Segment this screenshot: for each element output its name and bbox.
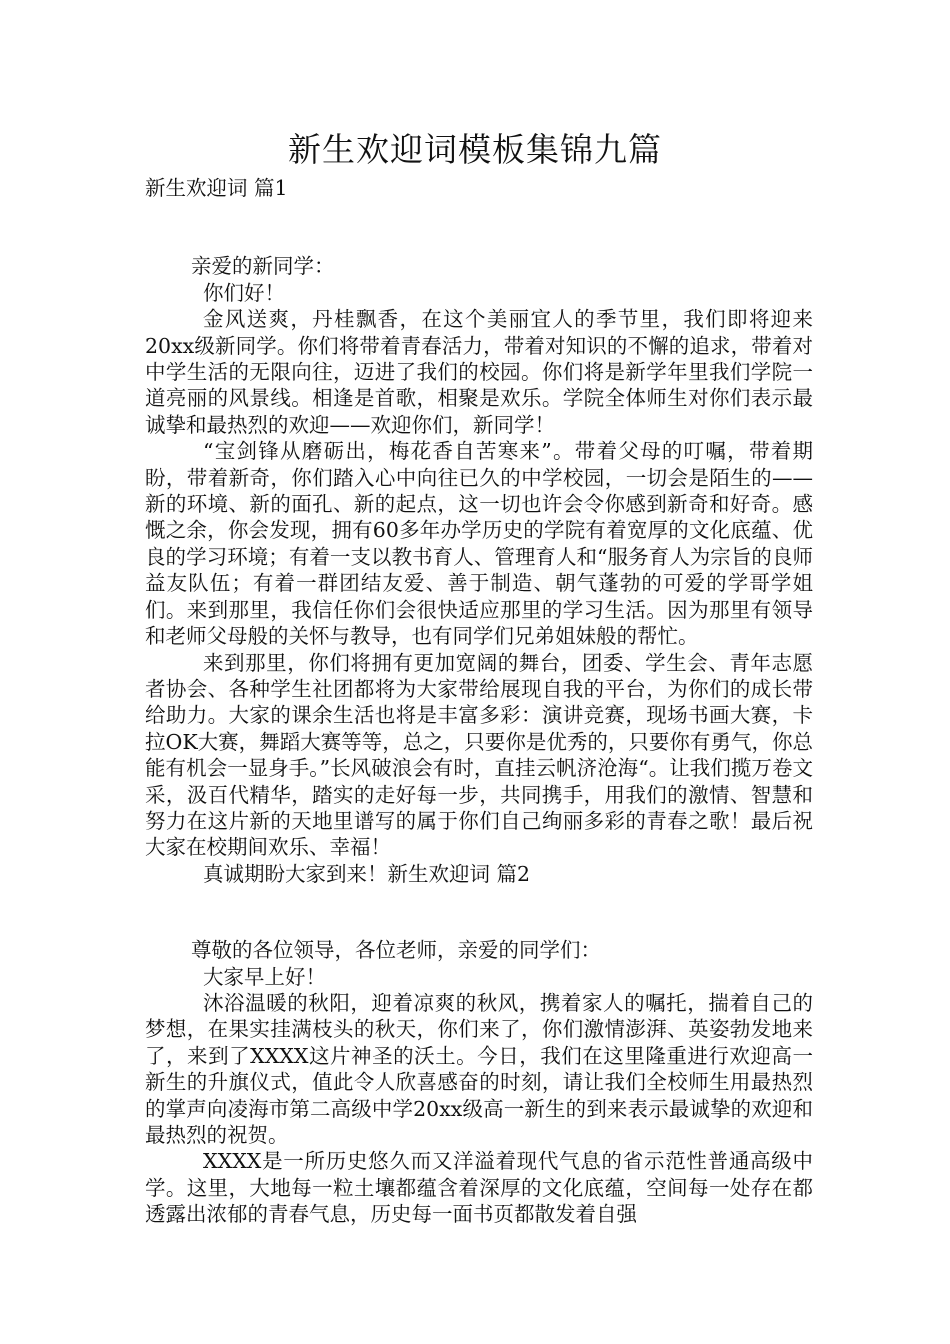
paragraph: 金风送爽，丹桂飘香，在这个美丽宜人的季节里，我们即将迎来20xx级新同学。你们将带着青春活力，带着对知识的不懈的追求，带着对中学生活的无限向往，迈进了我们的校园。你们将是新学年里我们学院一道亮丽的风景线。相逢是首歌，相聚是欢乐。学院全体师生对你们表示最诚挚和最热烈的欢迎——欢迎你们，新同学！	[145, 307, 813, 437]
spacer	[145, 201, 813, 253]
paragraph: “宝剑锋从磨砺出，梅花香自苦寒来”。带着父母的叮嘱，带着期盼，带着新奇，你们踏入心中向往已久的中学校园，一切会是陌生的——新的环境、新的面孔、新的起点，这一切也许会令你感到新奇和好奇。感慨之余，你会发现，拥有60多年办学历史的学院有着宽厚的文化底蕴、优良的学习环境；有着一支以教书育人、管理育人和“服务育人为宗旨的良师益友队伍；有着一群团结友爱、善于制造、朝气蓬勃的可爱的学哥学姐们。来到那里，我信任你们会很快适应那里的学习生活。因为那里有领导和老师父母般的关怀与教导，也有同学们兄弟姐妹般的帮忙。	[145, 439, 813, 649]
salutation: 亲爱的新同学：	[191, 254, 335, 279]
salutation: 尊敬的各位领导，各位老师，亲爱的同学们：	[191, 938, 601, 963]
closing-line: 真诚期盼大家到来！新生欢迎词 篇2	[203, 861, 531, 886]
greeting: 你们好！	[203, 280, 285, 305]
document-body	[145, 175, 813, 1228]
section-label: 新生欢迎词 篇1	[145, 176, 288, 200]
paragraph: 沐浴温暖的秋阳，迎着凉爽的秋风，携着家人的嘱托，揣着自己的梦想，在果实挂满枝头的秋天，你们来了，你们激情澎湃、英姿勃发地来了，来到了XXXX这片神圣的沃土。今日，我们在这里隆重进行欢迎高一新生的升旗仪式，值此令人欣喜感奋的时刻，请让我们全校师生用最热烈的掌声向凌海市第二高级中学20xx级高一新生的到来表示最诚挚的欢迎和最热烈的祝贺。	[145, 990, 813, 1147]
paragraph: XXXX是一所历史悠久而又洋溢着现代气息的省示范性普通高级中学。这里，大地每一粒土壤都蕴含着深厚的文化底蕴，空间每一处存在都透露出浓郁的青春气息，历史每一面书页都散发着自强	[145, 1149, 813, 1227]
paragraph: 来到那里，你们将拥有更加宽阔的舞台，团委、学生会、青年志愿者协会、各种学生社团都将为大家带给展现自我的平台，为你们的成长带给助力。大家的课余生活也将是丰富多彩：演讲竞赛，现场书画大赛，卡拉OK大赛，舞蹈大赛等等，总之，只要你是优秀的，只要你有勇气，你总能有机会一显身手。”长风破浪会有时，直挂云帆济沧海“。让我们揽万卷文采，汲百代精华，踏实的走好每一步，共同携手，用我们的激情、智慧和努力在这片新的天地里谱写的属于你们自己绚丽多彩的青春之歌！最后祝大家在校期间欢乐、幸福！	[145, 650, 813, 860]
document-title: 新生欢迎词模板集锦九篇	[288, 130, 662, 169]
greeting: 大家早上好！	[203, 964, 326, 989]
spacer	[145, 887, 813, 937]
